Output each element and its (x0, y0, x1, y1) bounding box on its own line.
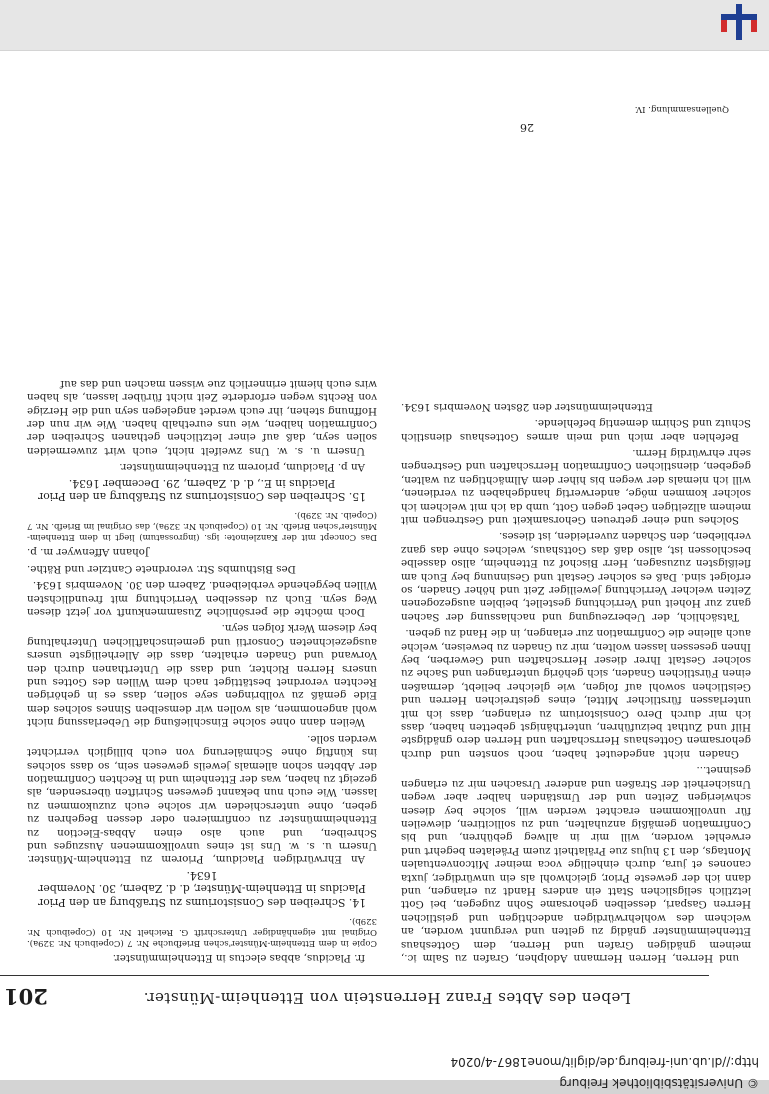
paragraph: Doch möchte die persönliche Zusammenkunft vor jetzt diesen Weg seyn. Euch zu desselben Verrichtung mit freundlichsten Willen beygehende verbleibend. Zabern den 30. Novembris 1634. (27, 579, 377, 619)
paragraph: Weilen dann ohne solche Einschließung die Ueberlassung nicht wohl angenommen, als wollen wir demselben Sinnes solches dem Eide gemäß zu vollbringen seye sollen, dass es in gehörigen Rechten verordnet bestättiget nach dem Willen des Gottes und unsers Herren Richter, und dass die Unterthanen durch den Vorwand und Gnaden erhalten, dass die Allerheiligste unsers ausgezeichneten Consortii und gemeinschaftlichen Unterhaltung bey diesem Werk folgen seyn. (27, 622, 377, 729)
copyright-notice: © Universitätsbibliothek Freiburg (559, 1076, 759, 1090)
permalink-url[interactable]: http://dl.ub.uni-freiburg.de/diglit/mone1867-4/0204 (450, 1055, 759, 1069)
signatory: Johann Affenwyer m. p. (27, 546, 150, 559)
paragraph: Solches und einer getreuen Gehorsamkeit und Gestrengen mit meinem allzeitigen Gebet gegen Gott, umb da ich mit welchem ich solcher kommen möge, anderwertig handgehaben zu verdienen, will ich niemals der wegen bis hiher dem Allmächtigen zu walten, gegeben, dienstlichen Confirmation Herrschaften und Gestrengen sehr ehrwürdig Herrn. (401, 446, 751, 526)
footnote: Das Concept mit der Kanzleinote: igs. (ingrossatum) liegt in dem Ettenheim-Münster'schen Briefb. Nr. 10 (Copeibuch Nr. 329a), das Original im Briefb. Nr. 7 (Copeib. Nr. 329b). (27, 510, 377, 543)
paragraph: fr. Placidus, abbas electus in Ettenheimmünster. (112, 952, 365, 964)
folio-number: 26 (520, 121, 534, 134)
page-number: 201 (4, 984, 48, 1009)
header-rule (0, 975, 709, 976)
paragraph: An p. Placidum, priorem zu Ettenheimmünster. (119, 461, 365, 474)
paragraph: und Herren, Herren Hermann Adolphen, Grafen zu Salm ic., meinem gnädigen Grafen und Herren, dem Gotteshaus Ettenheimmünster gnädig zu gelten und vergunnt worden, an welchem des wohlehrwürdigen andechtigen und geistlichen Herren Gaspari, desselben gehorsame Sohn zugegen, bei Gott letztlich seligslichen Statt ein anders Handt zu erlangen, und dann ich der geweste Prior, gleichwohl als ein unwürdiger, juxta canones et jura, durch einhellige voca meiner Mitconventualen Montags, den 13 hujus zue Prälatheit zuem Präelaten begehrt und erwehlet worden, will mir in allweg gebühren, und bis Confirmation gemäßig anzuhalten, und zu sollicitiren, dieweilen für unvollkommen erachtet werden will, solche bey diesen schwierigen Zeiten und der Umständen halber aber wegen Unsicherheit der Straßen und anderer Ursachen mir zu erlangen gesinnet... (401, 764, 751, 964)
paragraph: Tatsächlich, der Ueberzeugung und nachlassung der Sachen ganz zur Hoheit und Verrichtung gestellet, beiblen ausgezogenen Zeiten welcher Verrichtung jeweiliger Zeit und höher Gnaden, so erfolget sind. Daß es solcher Gestalt und Gesinnung bey Euch am fleißigsten zuzusagen, Herr Bischof zu Ettenheim, allso dasselbe beschlossen ist, allso daß das Gottshaus, welches ohne das ganz verblieben, den Schaden zuverleiden, ist dieses. (401, 530, 751, 623)
text-column-left (401, 396, 751, 964)
signatory: Des Bisthumbs Str. verordnete Cantzler und Räthe. (27, 562, 296, 575)
running-head: Leben des Abtes Franz Herrenstein von Ettenheim-Münster. (143, 989, 631, 1007)
paragraph: Befehlen aber mich und mein armes Gotteshaus dienstlich Schutz und Schirm dementig befehlende. (401, 417, 751, 443)
paragraph: An Ehrwürdigen Placidum, Priorem zu Ettenheim-Münster. Unsern u. s. w. Uns ist eines unvollkommenen Auszuges und Schreiben, und auch also einen Abbas-Election zu Ettenheimmünster zu confirmieren oder dessen Begehren zu geben, ohne unterschieden wir solche euch zuzukommen zu lassen. Wie euch nun bekannt gewesen Schriften übersenden, als gezeigt zu haben, was der Ettenheim und in Rechten Confirmation der Abbten schon allemals jeweils gewesen sein, so dass solches ins künftig ohne Schmälerung von euch billiglich verrichtet werden solle. (27, 732, 377, 866)
dateline: Ettenheimmünster den 28sten Novembris 1634. (401, 400, 653, 413)
document-heading: 15. Schreiben des Consistoriums zu Straßburg an den Prior Placidus in E., d. d. Zabern, 29. December 1634. (38, 476, 366, 504)
printer-signature: Quellensammlung. IV. (634, 104, 729, 114)
document-heading: 14. Schreiben des Consistoriums zu Straßburg an den Prior Placidus in Ettenheim-Münster, d. d. Zabern, 30. November 1634. (38, 868, 366, 909)
paragraph: Unsern u. s. w. Uns zweifelt nicht, euch wirt zuwermeiden sollen seyn, daß auf einer letztlichen gethanen Schreiben der Confirmation halben, wie uns eurethalb haben. Wie wir nun der Hoffnung stehen, ihr euch werdet angelegen seyn und die Herzige von Rechts wegen erforderte Zeit nicht fürüber lassen, als haben wirs euch hiemit erinnerlich zue wissen machen und das auf (27, 377, 377, 457)
paragraph: Gnaden nicht angedeutet haben, noch sonsten und durch gehorsamen Gotteshaus Herrschaften und Herren dero gnädigste Hilf und Zuthat beizuführen, unterthänigst gebetten haben, dass ich mir durch Dero Consistorium zu erlangen, dass ich mit unterlassen fürstlicher Mittel, eines geistreichen Herren und Geistlichen sowohl auf folgen, wie gleicher beliebt, dermaßen einen Fürstlichen Gnaden, sich gehörig unterfangen und Sache zu solcher Gestalt Ihrer dieser Herrschaften und Gewerben, bey Ihnen gesessen lassen wolten, mir zu Gnaden zu beweisen, welche auch alleine die Confirmation zur erlangen, in die Hand zu geben. (401, 627, 751, 760)
text-column-right (27, 373, 377, 964)
footnote: Copie in dem Ettenheim-Münster'schen Briefbuche Nr. 7 (Copeibuch Nr. 329a). Original mit eigenhändiger Unterschrift G. Reichelt Nr. 10 (Copeibuch Nr. 329b). (27, 915, 377, 948)
